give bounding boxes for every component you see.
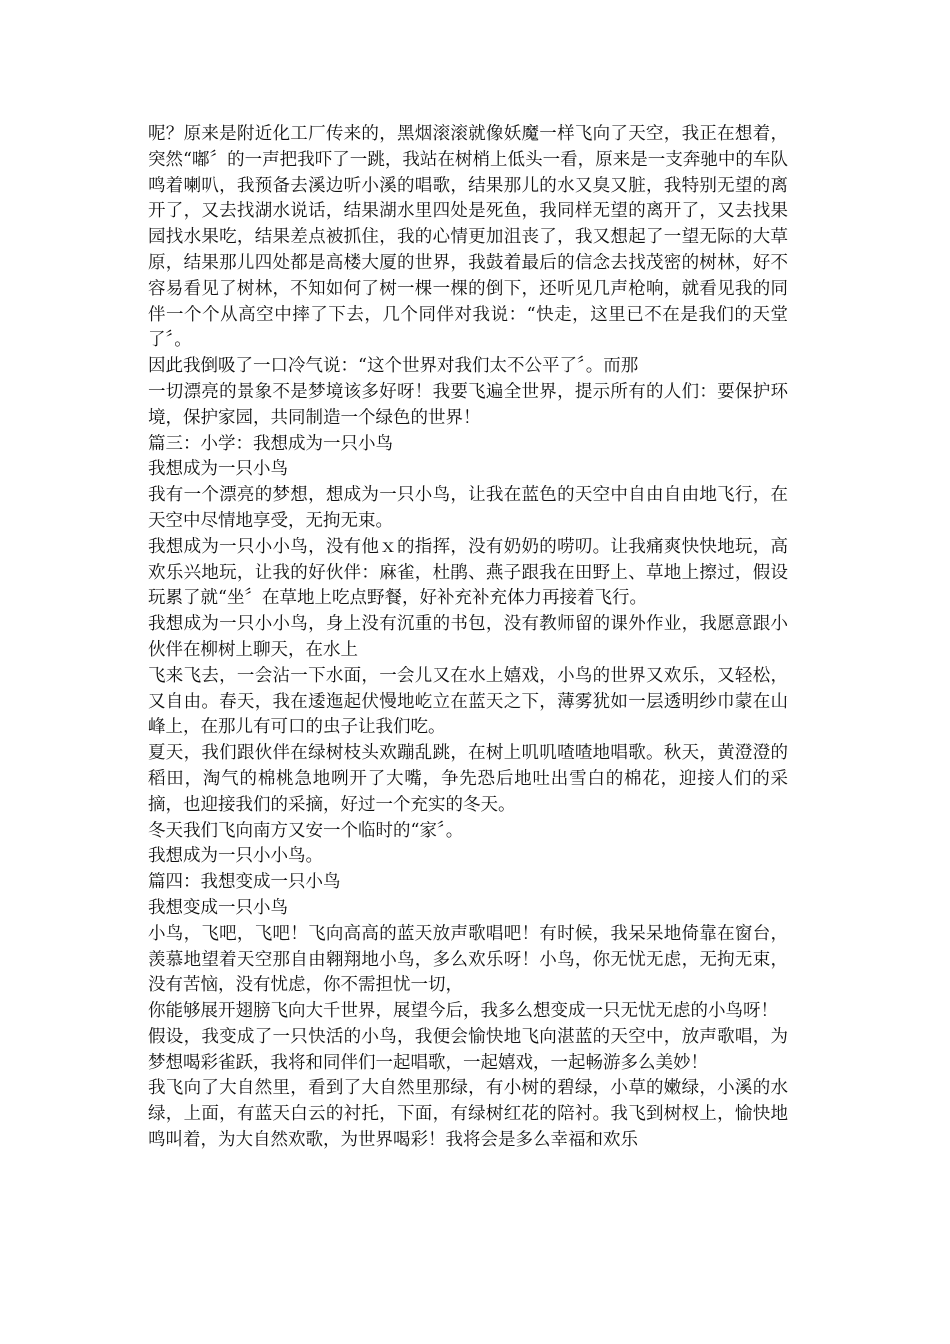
essay-title: 我想成为一只小鸟 bbox=[148, 459, 288, 480]
document-body bbox=[148, 122, 788, 1154]
paragraph: 冬天我们飞向南方又安一个临时的“家〞。 bbox=[148, 820, 464, 841]
paragraph: 假设，我变成了一只快活的小鸟，我便会愉快地飞向湛蓝的天空中，放声歌唱，为梦想喝彩雀跃，我将和同伴们一起唱歌，一起嬉戏，一起畅游多么美妙！ bbox=[148, 1026, 788, 1073]
paragraph: 飞来飞去，一会沾一下水面，一会儿又在水上嬉戏，小鸟的世界又欢乐，又轻松，又自由。春天，我在逶迤起伏慢地屹立在蓝天之下，薄雾犹如一层透明纱巾蒙在山峰上，在那儿有可口的虫子让我们吃。 bbox=[148, 665, 788, 738]
paragraph: 你能够展开翅膀飞向大千世界，展望今后，我多么想变成一只无忧无虑的小鸟呀！ bbox=[148, 1001, 778, 1022]
section-heading: 篇三：小学：我想成为一只小鸟 bbox=[148, 433, 393, 454]
paragraph: 我想成为一只小小鸟。 bbox=[148, 846, 323, 867]
paragraph: 因此我倒吸了一口冷气说：“这个世界对我们太不公平了〞。而那 bbox=[148, 356, 639, 377]
paragraph: 我想成为一只小小鸟，身上没有沉重的书包，没有教师留的课外作业，我愿意跟小伙伴在柳树上聊天，在水上 bbox=[148, 614, 788, 660]
paragraph: 我想成为一只小小鸟，没有他ｘ的指挥，没有奶奶的唠叨。让我痛爽快快地玩，高欢乐兴地玩，让我的好伙伴：麻雀，杜鹃、燕子跟我在田野上、草地上擦过，假设玩累了就“坐〞在草地上吃点野餐，好补充补充体力再接着飞行。 bbox=[148, 536, 788, 609]
paragraph: 我飞向了大自然里，看到了大自然里那绿，有小树的碧绿，小草的嫩绿，小溪的水绿，上面，有蓝天白云的衬托，下面，有绿树红花的陪衬。我飞到树杈上，愉快地鸣叫着，为大自然欢歌，为世界喝彩！我将会是多么幸福和欢乐 bbox=[148, 1078, 788, 1151]
section-heading: 篇四：我想变成一只小鸟 bbox=[148, 872, 341, 893]
essay-title: 我想变成一只小鸟 bbox=[148, 897, 288, 918]
paragraph: 夏天，我们跟伙伴在绿树枝头欢蹦乱跳，在树上叽叽喳喳地唱歌。秋天，黄澄澄的稻田，淘气的棉桃急地咧开了大嘴，争先恐后地吐出雪白的棉花，迎接人们的采摘，也迎接我们的采摘，好过一个充实的冬天。 bbox=[148, 743, 788, 815]
paragraph: 呢？原来是附近化工厂传来的，黑烟滚滚就像妖魔一样飞向了天空，我正在想着，突然“嘟〞的一声把我吓了一跳，我站在树梢上低头一看，原来是一支奔驰中的车队鸣着喇叭，我预备去溪边听小溪的唱歌，结果那儿的水又臭又脏，我特别无望的离开了，又去找湖水说话，结果湖水里四处是死鱼，我同样无望的离开了，又去找果园找水果吃，结果差点被抓住，我的心情更加沮丧了，我又想起了一望无际的大草原，结果那儿四处都是高楼大厦的世界，我鼓着最后的信念去找茂密的树林，好不容易看见了树林，不知如何了树一棵一棵的倒下，还听见几声枪响，就看见我的同伴一个个从高空中摔了下去，几个同伴对我说：“快走，这里已不在是我们的天堂了〞。 bbox=[148, 124, 788, 351]
paragraph: 一切漂亮的景象不是梦境该多好呀！我要飞遍全世界，提示所有的人们：要保护环境，保护家园，共同制造一个绿色的世界！ bbox=[148, 381, 788, 428]
paragraph: 我有一个漂亮的梦想，想成为一只小鸟，让我在蓝色的天空中自由自由地飞行，在天空中尽情地享受，无拘无束。 bbox=[148, 485, 788, 531]
paragraph: 小鸟，飞吧，飞吧！飞向高高的蓝天放声歌唱吧！有时候，我呆呆地倚靠在窗台，羡慕地望着天空那自由翱翔地小鸟，多么欢乐呀！小鸟，你无忧无虑，无拘无束，没有苦恼，没有忧虑，你不需担忧一切， bbox=[148, 923, 788, 996]
